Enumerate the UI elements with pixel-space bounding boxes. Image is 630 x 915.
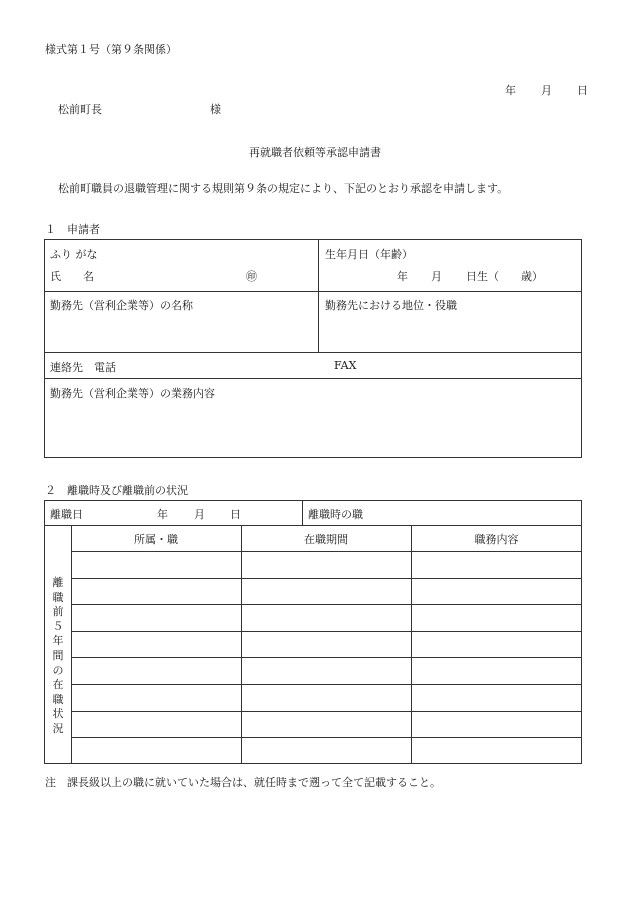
vertical-label-char: 間 bbox=[52, 648, 64, 662]
history-cell-duties[interactable] bbox=[412, 738, 581, 763]
vertical-label-char: 職 bbox=[52, 590, 64, 604]
history-cell-department[interactable] bbox=[72, 685, 240, 710]
vertical-label-char: 離 bbox=[52, 576, 64, 589]
retire-position-label: 離職時の職 bbox=[308, 508, 363, 521]
history-cell-period[interactable] bbox=[242, 658, 410, 683]
seal-mark: ㊞ bbox=[246, 270, 257, 283]
intro-text: 松前町職員の退職管理に関する規則第９条の規定により、下記のとおり承認を申請します。 bbox=[58, 182, 509, 195]
vertical-label-char: ５ bbox=[52, 619, 64, 633]
vertical-status-label bbox=[51, 576, 65, 737]
date-day: 日 bbox=[577, 84, 588, 97]
form-number: 様式第１号（第９条関係） bbox=[45, 43, 177, 56]
vertical-label-char: 年 bbox=[52, 634, 64, 648]
employer-position-label: 勤務先における地位・役職 bbox=[325, 299, 457, 312]
history-cell-department[interactable] bbox=[72, 605, 240, 630]
history-cell-department[interactable] bbox=[72, 658, 240, 683]
date-month: 月 bbox=[541, 84, 552, 97]
date-year: 年 bbox=[505, 84, 516, 97]
history-cell-department[interactable] bbox=[72, 712, 240, 737]
history-cell-duties[interactable] bbox=[412, 605, 581, 630]
history-cell-duties[interactable] bbox=[412, 712, 581, 737]
column-header-period: 在職期間 bbox=[304, 533, 348, 546]
document-title: 再就職者依頼等承認申請書 bbox=[249, 146, 381, 159]
retire-year: 年 bbox=[157, 508, 168, 521]
history-cell-department[interactable] bbox=[72, 552, 240, 577]
history-cell-period[interactable] bbox=[242, 632, 410, 657]
employer-name-label: 勤務先（営利企業等）の名称 bbox=[50, 299, 193, 312]
history-cell-duties[interactable] bbox=[412, 552, 581, 577]
furigana-label: ふり がな bbox=[50, 248, 98, 261]
section1-heading: １ 申請者 bbox=[45, 223, 100, 236]
history-cell-period[interactable] bbox=[242, 579, 410, 604]
vertical-label-char: 況 bbox=[52, 721, 64, 735]
retire-day: 日 bbox=[230, 508, 241, 521]
history-cell-department[interactable] bbox=[72, 632, 240, 657]
name-label: 氏 名 bbox=[50, 270, 94, 283]
vertical-label-char: 前 bbox=[52, 605, 64, 619]
birth-year: 年 bbox=[397, 270, 408, 283]
column-header-department: 所属・職 bbox=[134, 533, 178, 546]
footnote: 注 課長級以上の職に就いていた場合は、就任時まで遡って全て記載すること。 bbox=[45, 776, 441, 789]
addressee-honorific: 様 bbox=[210, 103, 221, 116]
history-cell-period[interactable] bbox=[242, 552, 410, 577]
business-content-label: 勤務先（営利企業等）の業務内容 bbox=[50, 387, 215, 400]
history-cell-duties[interactable] bbox=[412, 685, 581, 710]
history-cell-period[interactable] bbox=[242, 712, 410, 737]
history-cell-period[interactable] bbox=[242, 605, 410, 630]
addressee-name: 松前町長 bbox=[58, 103, 102, 116]
vertical-label-char: 在 bbox=[52, 678, 64, 692]
vertical-label-char: の bbox=[52, 663, 64, 677]
section2-heading: ２ 離職時及び離職前の状況 bbox=[45, 484, 188, 497]
birth-label: 生年月日（年齢） bbox=[325, 248, 413, 261]
retire-month: 月 bbox=[194, 508, 205, 521]
vertical-label-char: 状 bbox=[52, 707, 64, 721]
history-cell-period[interactable] bbox=[242, 738, 410, 763]
history-cell-department[interactable] bbox=[72, 738, 240, 763]
history-cell-department[interactable] bbox=[72, 579, 240, 604]
birth-day-age: 日生（ 歳） bbox=[466, 270, 543, 283]
fax-label: FAX bbox=[334, 359, 357, 372]
vertical-label-char: 職 bbox=[52, 692, 64, 706]
column-header-duties: 職務内容 bbox=[474, 533, 519, 546]
history-cell-duties[interactable] bbox=[412, 632, 581, 657]
birth-month: 月 bbox=[431, 270, 442, 283]
history-cell-period[interactable] bbox=[242, 685, 410, 710]
retire-date-label: 離職日 bbox=[50, 508, 83, 521]
contact-phone-label: 連絡先 電話 bbox=[50, 361, 116, 374]
history-cell-duties[interactable] bbox=[412, 579, 581, 604]
history-cell-duties[interactable] bbox=[412, 658, 581, 683]
